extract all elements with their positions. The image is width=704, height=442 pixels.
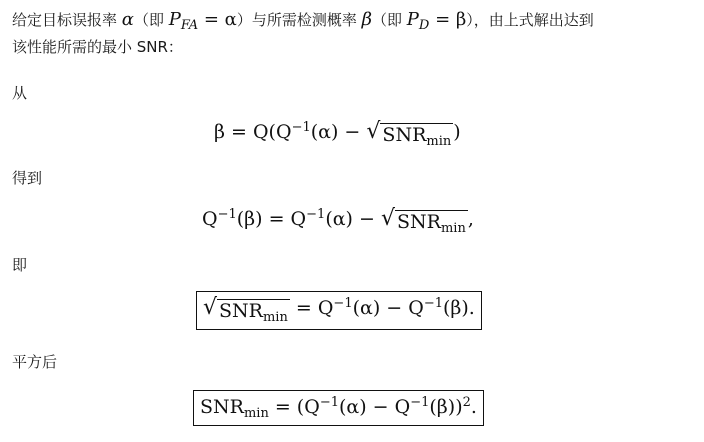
eq1-end: )	[453, 121, 461, 143]
eq4-snr: SNR	[200, 396, 244, 418]
eq1-lhs: β = Q(Q	[214, 121, 292, 143]
eq4-end: .	[470, 396, 477, 418]
label-square: 平方后	[12, 353, 58, 371]
label-get: 得到	[12, 169, 43, 187]
eq4-sub: min	[243, 406, 269, 421]
intro-text-1: 给定目标误报率	[12, 11, 122, 29]
pfa-eq: = α	[198, 9, 237, 30]
label-from: 从	[12, 84, 28, 102]
label-ie: 即	[12, 256, 28, 274]
equation-3-boxed	[196, 291, 482, 330]
pd-sub: D	[418, 18, 430, 33]
eq1-mid: (α) −	[310, 121, 367, 143]
eq4-mid: = (Q	[268, 396, 320, 418]
equation-1	[214, 120, 461, 149]
intro-text-3: ）与所需检测概率	[236, 11, 362, 29]
eq2-q: Q	[202, 208, 218, 230]
pfa-p: P	[168, 9, 181, 30]
eq2-sqrt: √ $SNR_{min}$	[380, 206, 466, 236]
eq4-pow: 2	[462, 395, 471, 410]
eq2-sup2: −1	[306, 207, 326, 222]
eq3-mid2: (α) − Q	[352, 297, 424, 319]
eq2-snr: SNR	[397, 211, 441, 233]
equation-2	[202, 207, 474, 236]
eq2-lhs: (β) = Q	[236, 208, 307, 230]
eq3-sup2: −1	[423, 296, 443, 311]
eq4-sup2: −1	[410, 395, 430, 410]
eq3-snr: SNR	[219, 300, 263, 322]
eq3-end: (β).	[443, 297, 475, 319]
eq3-mid: = Q	[289, 297, 334, 319]
beta-symbol: β	[361, 9, 372, 30]
pd-eq: = β	[429, 9, 467, 30]
intro-text-4: （即	[372, 11, 407, 29]
eq2-mid: (α) −	[325, 208, 381, 230]
alpha-symbol: α	[121, 9, 134, 30]
intro-text-5: ），由上式解出达到	[466, 11, 594, 29]
eq1-snr: SNR	[382, 124, 427, 146]
eq1-sup: −1	[291, 120, 311, 135]
intro-line-1	[12, 10, 594, 36]
eq4-mid3: (β))	[429, 396, 463, 418]
eq2-sub: min	[440, 221, 466, 236]
eq1-sqrt: √ $SNR_{min}$	[366, 119, 452, 149]
eq1-sub: min	[426, 134, 452, 149]
pfa-sub: FA	[180, 18, 199, 33]
eq4-mid2: (α) − Q	[338, 396, 411, 418]
pd-p: P	[406, 9, 419, 30]
equation-4-boxed	[193, 390, 484, 426]
eq3-sqrt: √ $SNR_{min}$	[203, 295, 288, 325]
eq2-sup: −1	[217, 207, 237, 222]
eq3-sub: min	[262, 310, 288, 325]
intro-text-2: （即	[133, 11, 169, 29]
intro-line-2: 该性能所需的最小 SNR：	[12, 38, 183, 56]
eq4-sup: −1	[319, 395, 339, 410]
eq2-end: ,	[467, 208, 474, 230]
eq3-sup: −1	[333, 296, 353, 311]
